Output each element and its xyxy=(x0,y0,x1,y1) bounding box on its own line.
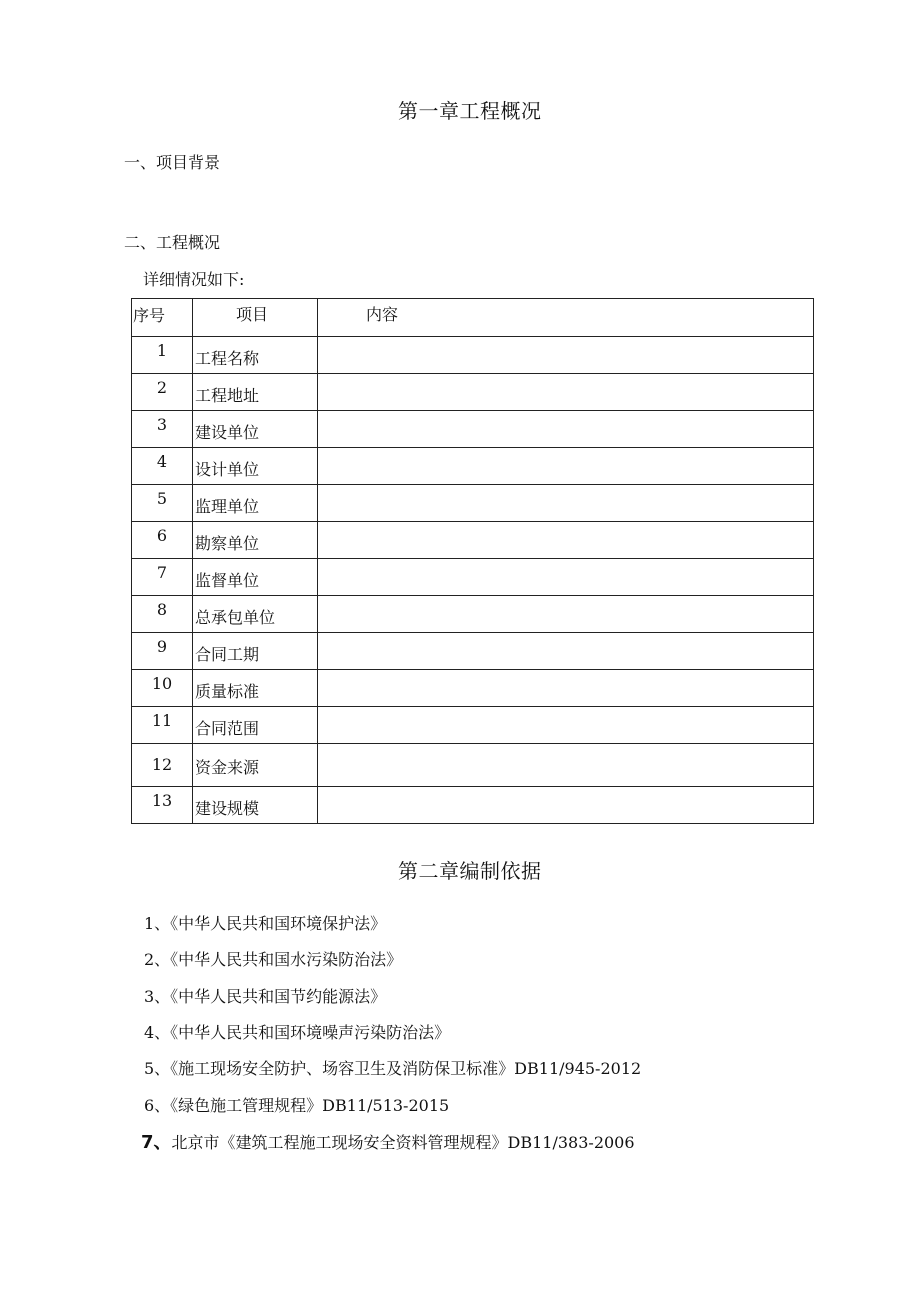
cell-content xyxy=(318,374,814,411)
cell-item xyxy=(193,411,318,448)
cell-no xyxy=(132,522,193,559)
cell-content xyxy=(318,744,814,787)
cell-content xyxy=(318,633,814,670)
cell-content xyxy=(318,787,814,824)
cell-item xyxy=(193,633,318,670)
cell-no xyxy=(132,707,193,744)
cell-no xyxy=(132,448,193,485)
intro-text: 详细情况如下: xyxy=(143,270,245,289)
reference-item-7 xyxy=(141,1128,635,1154)
row-number: 12 xyxy=(151,755,173,774)
cell-content xyxy=(318,670,814,707)
row-number: 13 xyxy=(151,791,173,810)
chapter1-title: 第一章工程概况 xyxy=(398,99,542,123)
table-row xyxy=(132,744,814,787)
reference-item-2: 2、《中华人民共和国水污染防治法》 xyxy=(144,950,403,969)
cell-no xyxy=(132,596,193,633)
row-item: 监督单位 xyxy=(195,571,260,590)
cell-item xyxy=(193,374,318,411)
reference-item-5: 5、《施工现场安全防护、场容卫生及消防保卫标准》DB11/945-2012 xyxy=(144,1059,642,1078)
row-item: 工程名称 xyxy=(195,349,260,368)
header-no: 序号 xyxy=(133,306,166,325)
chapter2-title: 第二章编制依据 xyxy=(398,859,542,883)
table-row xyxy=(132,522,814,559)
row-item: 总承包单位 xyxy=(195,608,276,627)
row-number: 1 xyxy=(156,341,168,360)
table-row xyxy=(132,411,814,448)
row-item: 质量标准 xyxy=(195,682,260,701)
row-item: 合同范围 xyxy=(195,719,260,738)
cell-no xyxy=(132,633,193,670)
header-content: 内容 xyxy=(366,305,399,324)
row-item: 勘察单位 xyxy=(195,534,260,553)
row-item: 监理单位 xyxy=(195,497,260,516)
cell-item xyxy=(193,596,318,633)
header-item: 项目 xyxy=(236,305,269,324)
row-number: 6 xyxy=(156,526,168,545)
row-number: 9 xyxy=(156,637,168,656)
table-row xyxy=(132,787,814,824)
reference-item-4: 4、《中华人民共和国环境噪声污染防治法》 xyxy=(144,1023,451,1042)
table-header-row xyxy=(132,299,814,337)
cell-item xyxy=(193,485,318,522)
project-info-table xyxy=(131,298,814,824)
cell-content xyxy=(318,707,814,744)
cell-item xyxy=(193,787,318,824)
cell-content xyxy=(318,559,814,596)
cell-no xyxy=(132,337,193,374)
row-item: 合同工期 xyxy=(195,645,260,664)
row-number: 2 xyxy=(156,378,168,397)
row-number: 11 xyxy=(151,711,173,730)
row-item: 建设单位 xyxy=(195,423,260,442)
cell-item xyxy=(193,707,318,744)
table-row xyxy=(132,633,814,670)
row-number: 8 xyxy=(156,600,168,619)
reference-item-3: 3、《中华人民共和国节约能源法》 xyxy=(144,987,387,1006)
reference-7-number: 7、 xyxy=(141,1132,172,1153)
table-row xyxy=(132,596,814,633)
cell-item xyxy=(193,559,318,596)
table-row xyxy=(132,670,814,707)
cell-no xyxy=(132,559,193,596)
reference-item-1: 1、《中华人民共和国环境保护法》 xyxy=(144,914,387,933)
cell-content xyxy=(318,485,814,522)
cell-content xyxy=(318,596,814,633)
cell-no xyxy=(132,485,193,522)
table-row xyxy=(132,485,814,522)
cell-item xyxy=(193,448,318,485)
row-item: 工程地址 xyxy=(195,386,260,405)
cell-item xyxy=(193,522,318,559)
row-item: 设计单位 xyxy=(195,460,260,479)
table-row xyxy=(132,559,814,596)
header-cell-item xyxy=(193,299,318,337)
table-row xyxy=(132,707,814,744)
cell-content xyxy=(318,337,814,374)
cell-content xyxy=(318,448,814,485)
table-row xyxy=(132,374,814,411)
cell-no xyxy=(132,744,193,787)
table-row xyxy=(132,448,814,485)
cell-content xyxy=(318,411,814,448)
row-number: 7 xyxy=(156,563,168,582)
table-row xyxy=(132,337,814,374)
header-cell-content xyxy=(318,299,814,337)
row-number: 3 xyxy=(156,415,168,434)
row-number: 4 xyxy=(156,452,168,471)
reference-7-text: 北京市《建筑工程施工现场安全资料管理规程》DB11/383-2006 xyxy=(171,1133,635,1152)
cell-item xyxy=(193,670,318,707)
cell-no xyxy=(132,411,193,448)
cell-item xyxy=(193,337,318,374)
section-heading-project-overview: 二、工程概况 xyxy=(124,233,221,252)
row-item: 资金来源 xyxy=(195,758,260,777)
cell-no xyxy=(132,374,193,411)
cell-no xyxy=(132,787,193,824)
row-number: 10 xyxy=(151,674,173,693)
row-number: 5 xyxy=(156,489,168,508)
cell-no xyxy=(132,670,193,707)
header-cell-no xyxy=(132,299,193,337)
row-item: 建设规模 xyxy=(195,799,260,818)
section-heading-project-background: 一、项目背景 xyxy=(124,153,221,172)
cell-content xyxy=(318,522,814,559)
reference-item-6: 6、《绿色施工管理规程》DB11/513-2015 xyxy=(144,1096,450,1115)
cell-item xyxy=(193,744,318,787)
